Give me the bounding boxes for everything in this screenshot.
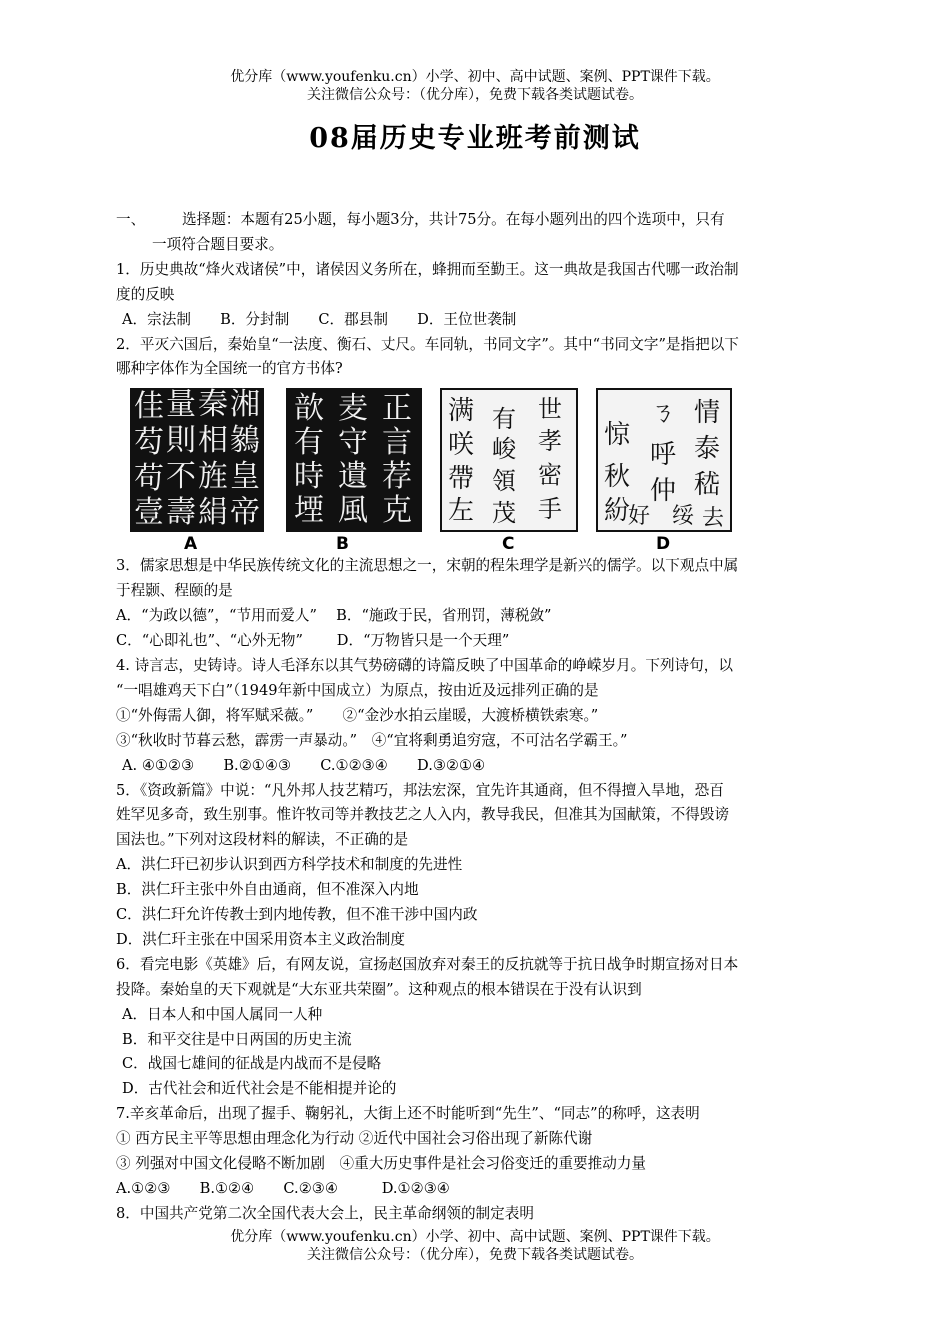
q1-options: A．宗法制 B．分封制 C．郡县制 D．王位世袭制 bbox=[122, 310, 517, 328]
glyph: 世 bbox=[538, 395, 562, 424]
glyph: 正 bbox=[382, 391, 412, 427]
glyph: 嵇 bbox=[694, 470, 721, 501]
glyph: 相 bbox=[198, 423, 228, 459]
q6-stem-cont: 投降。秦始皇的天下观就是“大东亚共荣圈”。这种观点的根本错误在于没有认识到 bbox=[116, 980, 642, 998]
q5-option-b: B．洪仁玕主张中外自由通商，但不准深入内地 bbox=[116, 881, 419, 899]
script-label-c: C bbox=[502, 534, 515, 555]
q5-stem-cont: 姓罕见多奇，致生别事。惟许牧司等并教技艺之人入内，教导我民，但准其为国献策，不得毁谤 bbox=[116, 806, 729, 824]
glyph: 遺 bbox=[338, 459, 368, 495]
section-heading bbox=[116, 208, 836, 233]
glyph: 左 bbox=[448, 496, 475, 527]
q7-stem: 7.辛亥革命后，出现了握手、鞠躬礼，大街上还不时能听到“先生”、“同志”的称呼，这表明 bbox=[116, 1105, 700, 1123]
script-sample-c bbox=[440, 388, 578, 532]
glyph: 克 bbox=[382, 493, 412, 529]
glyph: 秋 bbox=[604, 462, 631, 493]
glyph: 有 bbox=[492, 405, 516, 434]
q6-option-b: B．和平交往是中日两国的历史主流 bbox=[122, 1030, 352, 1048]
q6-option-c: C．战国七雄间的征战是内战而不是侵略 bbox=[122, 1055, 382, 1073]
q6-stem: 6．看完电影《英雄》后，有网友说，宣扬赵国放弃对秦王的反抗就等于抗日战争时期宣扬对日本 bbox=[116, 955, 739, 973]
glyph: 壽 bbox=[166, 495, 196, 531]
q5-option-d: D．洪仁玕主张在中国采用资本主义政治制度 bbox=[116, 930, 405, 948]
q3-options-row-2: C．“心即礼也”、“心外无物” D．“万物皆只是一个天理” bbox=[116, 632, 510, 650]
q3-stem: 3．儒家思想是中华民族传统文化的主流思想之一，宋朝的程朱理学是新兴的儒学。以下观点中属 bbox=[116, 557, 739, 575]
script-label-d: D bbox=[656, 534, 671, 555]
glyph: 好 bbox=[628, 504, 651, 530]
glyph: 秦 bbox=[198, 387, 228, 423]
script-label-b: B bbox=[336, 534, 349, 555]
glyph: 不 bbox=[166, 459, 196, 495]
glyph: 密 bbox=[538, 461, 562, 490]
calligraphy-images bbox=[116, 384, 836, 555]
q8-stem: 8．中国共产党第二次全国代表大会上，民主革命纲领的制定表明 bbox=[116, 1204, 534, 1222]
glyph: 歆 bbox=[294, 391, 324, 427]
glyph: 情 bbox=[694, 398, 721, 429]
q5-stem: 5．《资政新篇》中说：“凡外邦人技艺精巧，邦法宏深，宜先许其通商，但不得擅入旱地，恐百 bbox=[116, 781, 724, 799]
page-title: 08届历史专业班考前测试 bbox=[309, 123, 641, 154]
q7-options: A.①②③ B.①②④ C.②③④ D.①②③④ bbox=[116, 1180, 450, 1197]
q4-poem-line-1: ①“外侮需人御，将军赋采薇。” ②“金沙水拍云崖暖，大渡桥横铁索寒。” bbox=[116, 706, 599, 724]
section-instructions-cont: 一项符合题目要求。 bbox=[152, 235, 284, 253]
footer-line-2: 关注微信公众号：（优分库），免费下载各类试题试卷。 bbox=[307, 1247, 643, 1263]
question-list bbox=[116, 208, 836, 1227]
glyph: 孝 bbox=[538, 427, 562, 456]
glyph: 守 bbox=[338, 425, 368, 461]
script-label-a: A bbox=[184, 534, 198, 555]
q7-statement-1: ① 西方民主平等思想由理念化为行动 ②近代中国社会习俗出现了新陈代谢 bbox=[116, 1130, 593, 1148]
glyph: 旌 bbox=[198, 459, 228, 495]
glyph: 惊 bbox=[604, 420, 631, 451]
q4-stem: 4. 诗言志，史铸诗。诗人毛泽东以其气势磅礴的诗篇反映了中国革命的峥嵘岁月。下列诗句，以 bbox=[116, 656, 733, 674]
q5-stem-cont-2: 国法也。”下列对这段材料的解读，不正确的是 bbox=[116, 831, 409, 849]
header-line-1: 优分库（www.youfenku.cn）小学、初中、高中试题、案例、PPT课件下载。 bbox=[230, 69, 720, 85]
glyph: 仲 bbox=[650, 476, 677, 507]
glyph: 言 bbox=[382, 425, 412, 461]
section-instructions: 选择题：本题有25小题，每小题3分，共计75分。在每小题列出的四个选项中，只有 bbox=[182, 211, 725, 228]
glyph: 壹 bbox=[134, 495, 164, 531]
glyph: ㄋ bbox=[650, 398, 677, 429]
glyph: 茂 bbox=[492, 499, 516, 528]
glyph: 則 bbox=[166, 423, 196, 459]
script-sample-d bbox=[596, 388, 732, 532]
glyph: 苟 bbox=[134, 461, 164, 497]
glyph: 麦 bbox=[338, 391, 368, 427]
q7-statement-2: ③ 列强对中国文化侵略不断加剧 ④重大历史事件是社会习俗变迁的重要推动力量 bbox=[116, 1155, 647, 1173]
glyph: 荐 bbox=[382, 459, 412, 495]
footer-line-1: 优分库（www.youfenku.cn）小学、初中、高中试题、案例、PPT课件下载。 bbox=[230, 1229, 720, 1245]
glyph: 佳 bbox=[134, 389, 164, 425]
header-line-2: 关注微信公众号：（优分库），免费下载各类试题试卷。 bbox=[307, 87, 643, 103]
script-sample-a bbox=[130, 388, 264, 532]
glyph: 绥 bbox=[672, 504, 695, 530]
glyph: 湘 bbox=[230, 387, 260, 423]
glyph: 呼 bbox=[650, 440, 677, 471]
glyph: 芶 bbox=[134, 425, 164, 461]
q1-stem: 1．历史典故“烽火戏诸侯”中，诸侯因义务所在，蜂拥而至勤王。这一典故是我国古代哪一政治制 bbox=[116, 260, 739, 278]
glyph: 咲 bbox=[448, 430, 475, 461]
q4-poem-line-2: ③“秋收时节暮云愁，霹雳一声暴动。” ④“宜将剩勇追穷寇，不可沽名学霸王。” bbox=[116, 731, 628, 749]
q3-options-row-1: A．“为政以德”，“节用而爱人” B．“施政于民，省刑罚，薄税敛” bbox=[116, 607, 552, 625]
q2-stem-cont: 哪种字体作为全国统一的官方书体? bbox=[116, 360, 343, 378]
q4-options: A. ④①②③ B.②①④③ C.①②③④ D.③②①④ bbox=[122, 756, 486, 774]
section-number: 一、 bbox=[116, 211, 146, 228]
q1-stem-cont: 度的反映 bbox=[116, 285, 175, 303]
script-sample-b bbox=[286, 388, 422, 532]
glyph: 風 bbox=[338, 493, 368, 529]
q4-stem-cont: “一唱雄鸡天下白”（1949年新中国成立）为原点，按由近及远排列正确的是 bbox=[116, 681, 599, 699]
glyph: 帝 bbox=[230, 495, 260, 531]
glyph: 時 bbox=[294, 459, 324, 495]
q3-stem-cont: 于程颢、程颐的是 bbox=[116, 582, 233, 600]
glyph: 峻 bbox=[492, 435, 516, 464]
glyph: 量 bbox=[166, 387, 196, 423]
glyph: 皇 bbox=[230, 459, 260, 495]
q5-option-c: C．洪仁玕允许传教士到内地传教，但不准干涉中国内政 bbox=[116, 906, 478, 924]
q5-option-a: A．洪仁玕已初步认识到西方科学技术和制度的先进性 bbox=[116, 856, 463, 874]
glyph: 满 bbox=[448, 396, 475, 427]
glyph: 鶨 bbox=[230, 423, 260, 459]
glyph: 紛 bbox=[604, 496, 631, 527]
q6-option-d: D．古代社会和近代社会是不能相提并论的 bbox=[122, 1080, 397, 1098]
glyph: 堙 bbox=[294, 493, 324, 529]
glyph: 泰 bbox=[694, 434, 721, 465]
glyph: 帶 bbox=[448, 464, 475, 495]
glyph: 手 bbox=[538, 495, 562, 524]
q6-option-a: A．日本人和中国人属同一人种 bbox=[122, 1005, 323, 1023]
glyph: 去 bbox=[702, 506, 725, 532]
glyph: 絹 bbox=[198, 495, 228, 531]
glyph: 有 bbox=[294, 425, 324, 461]
glyph: 領 bbox=[492, 467, 516, 496]
q2-stem: 2．平灭六国后，秦始皇“一法度、衡石、丈尺。车同轨，书同文字”。其中“书同文字”是指把以下 bbox=[116, 335, 739, 353]
